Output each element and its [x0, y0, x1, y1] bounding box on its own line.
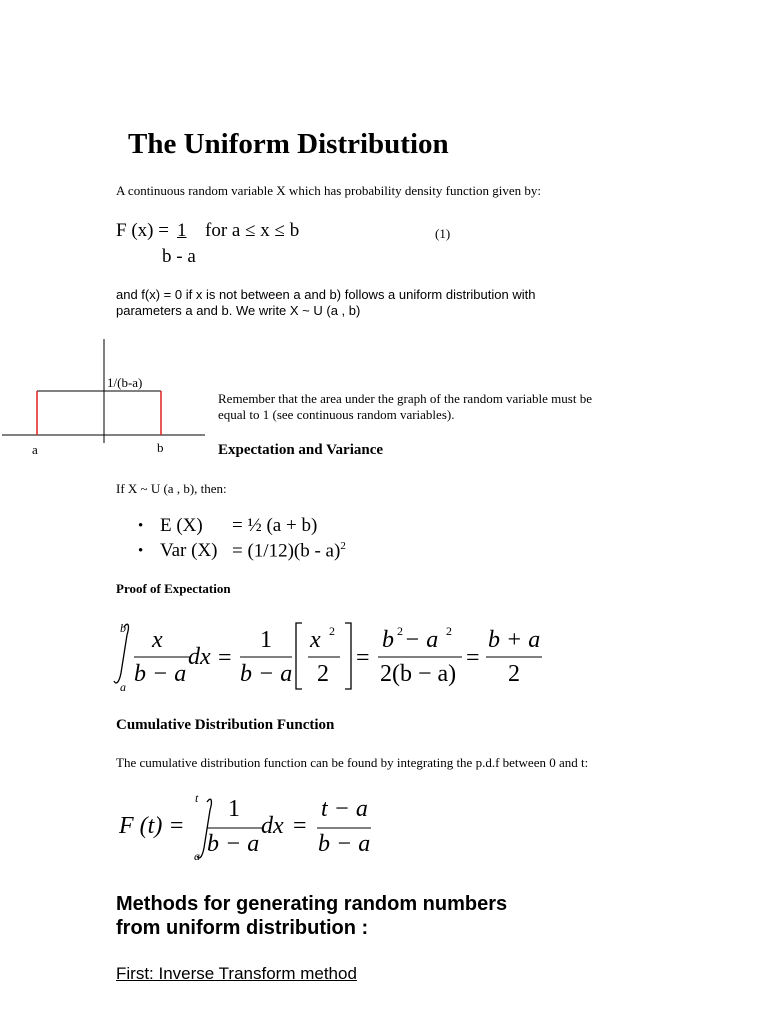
bracket-numerator: x [310, 627, 321, 653]
variance-lhs: Var (X) [160, 540, 218, 562]
cdf-integrand-denominator: b − a [207, 831, 260, 857]
graph-a-label: a [32, 442, 38, 457]
paragraph-line-1: and f(x) = 0 if x is not between a and b) follows a uniform distribution with [116, 287, 536, 302]
cdf-result-numerator: t − a [321, 796, 368, 822]
pdf-lhs: F (x) = [116, 220, 169, 241]
equation-number: (1) [435, 226, 451, 241]
page-title: The Uniform Distribution [128, 128, 449, 160]
result1-num-b: b [382, 627, 394, 653]
cdf-result-denominator: b − a [318, 831, 371, 857]
intro-text: A continuous random variable X which has probability density function given by: [116, 183, 541, 198]
proof-heading: Proof of Expectation [116, 581, 231, 596]
result1-denominator: 2(b − a) [380, 661, 457, 687]
cdf-lower-limit: a [194, 849, 200, 863]
if-line: If X ~ U (a , b), then: [116, 481, 227, 496]
result1-num-a: − a [404, 627, 439, 653]
expectation-lhs: E (X) [160, 515, 203, 536]
integrand-denominator: b − a [134, 661, 187, 687]
equals-sign-3: = [466, 645, 480, 671]
cdf-integrand-numerator: 1 [228, 796, 240, 822]
proof-dx: dx [188, 644, 211, 670]
graph-height-label: 1/(b-a) [107, 375, 143, 390]
cdf-upper-limit: t [195, 791, 199, 805]
graph-b-label: b [157, 440, 164, 455]
methods-heading-line-1: Methods for generating random numbers [116, 893, 508, 915]
result2-numerator: b + a [488, 627, 541, 653]
result1-num-b-exp: 2 [397, 624, 403, 638]
expectation-item [116, 515, 346, 540]
cdf-lhs: F (t) = [119, 813, 185, 839]
left-bracket [296, 623, 302, 689]
expectation-variance-heading: Expectation and Variance [218, 442, 384, 458]
cdf-heading: Cumulative Distribution Function [116, 717, 335, 733]
cdf-dx: dx [261, 813, 284, 839]
pdf-denominator: b - a [162, 246, 196, 267]
right-bracket [345, 623, 351, 689]
coefficient-numerator: 1 [260, 627, 272, 653]
pdf-numerator: 1 [177, 220, 187, 241]
paragraph-line-2: parameters a and b. We write X ~ U (a , b) [116, 303, 361, 318]
result-list [116, 515, 346, 565]
expectation-proof-equation [110, 615, 560, 695]
pdf-condition: for a ≤ x ≤ b [205, 220, 300, 241]
cdf-text: The cumulative distribution function can be found by integrating the p.d.f between 0 and t: [116, 755, 589, 770]
equals-sign-2: = [356, 645, 370, 671]
remember-line-1: Remember that the area under the graph of the random variable must be [218, 391, 592, 406]
first-method-heading: First: Inverse Transform method [116, 964, 357, 983]
integrand-numerator: x [152, 627, 163, 653]
cdf-equation [115, 788, 385, 868]
variance-exponent: 2 [340, 540, 346, 552]
uniform-pdf-graph [0, 335, 215, 465]
integral-lower-limit: a [120, 680, 126, 694]
variance-rhs: = (1/12)(b - a) [232, 540, 341, 562]
variance-item [116, 540, 346, 565]
equals-sign: = [218, 645, 232, 671]
expectation-rhs: = ½ (a + b) [232, 515, 318, 536]
coefficient-denominator: b − a [240, 661, 293, 687]
cdf-equals-sign: = [293, 813, 307, 839]
integral-upper-limit: b [120, 621, 126, 635]
bracket-exponent: 2 [329, 624, 335, 638]
methods-heading-line-2: from uniform distribution : [116, 917, 369, 939]
remember-line-2: equal to 1 (see continuous random variables). [218, 407, 455, 422]
result2-denominator: 2 [508, 661, 520, 687]
result1-num-a-exp: 2 [446, 624, 452, 638]
bracket-denominator: 2 [317, 661, 329, 687]
